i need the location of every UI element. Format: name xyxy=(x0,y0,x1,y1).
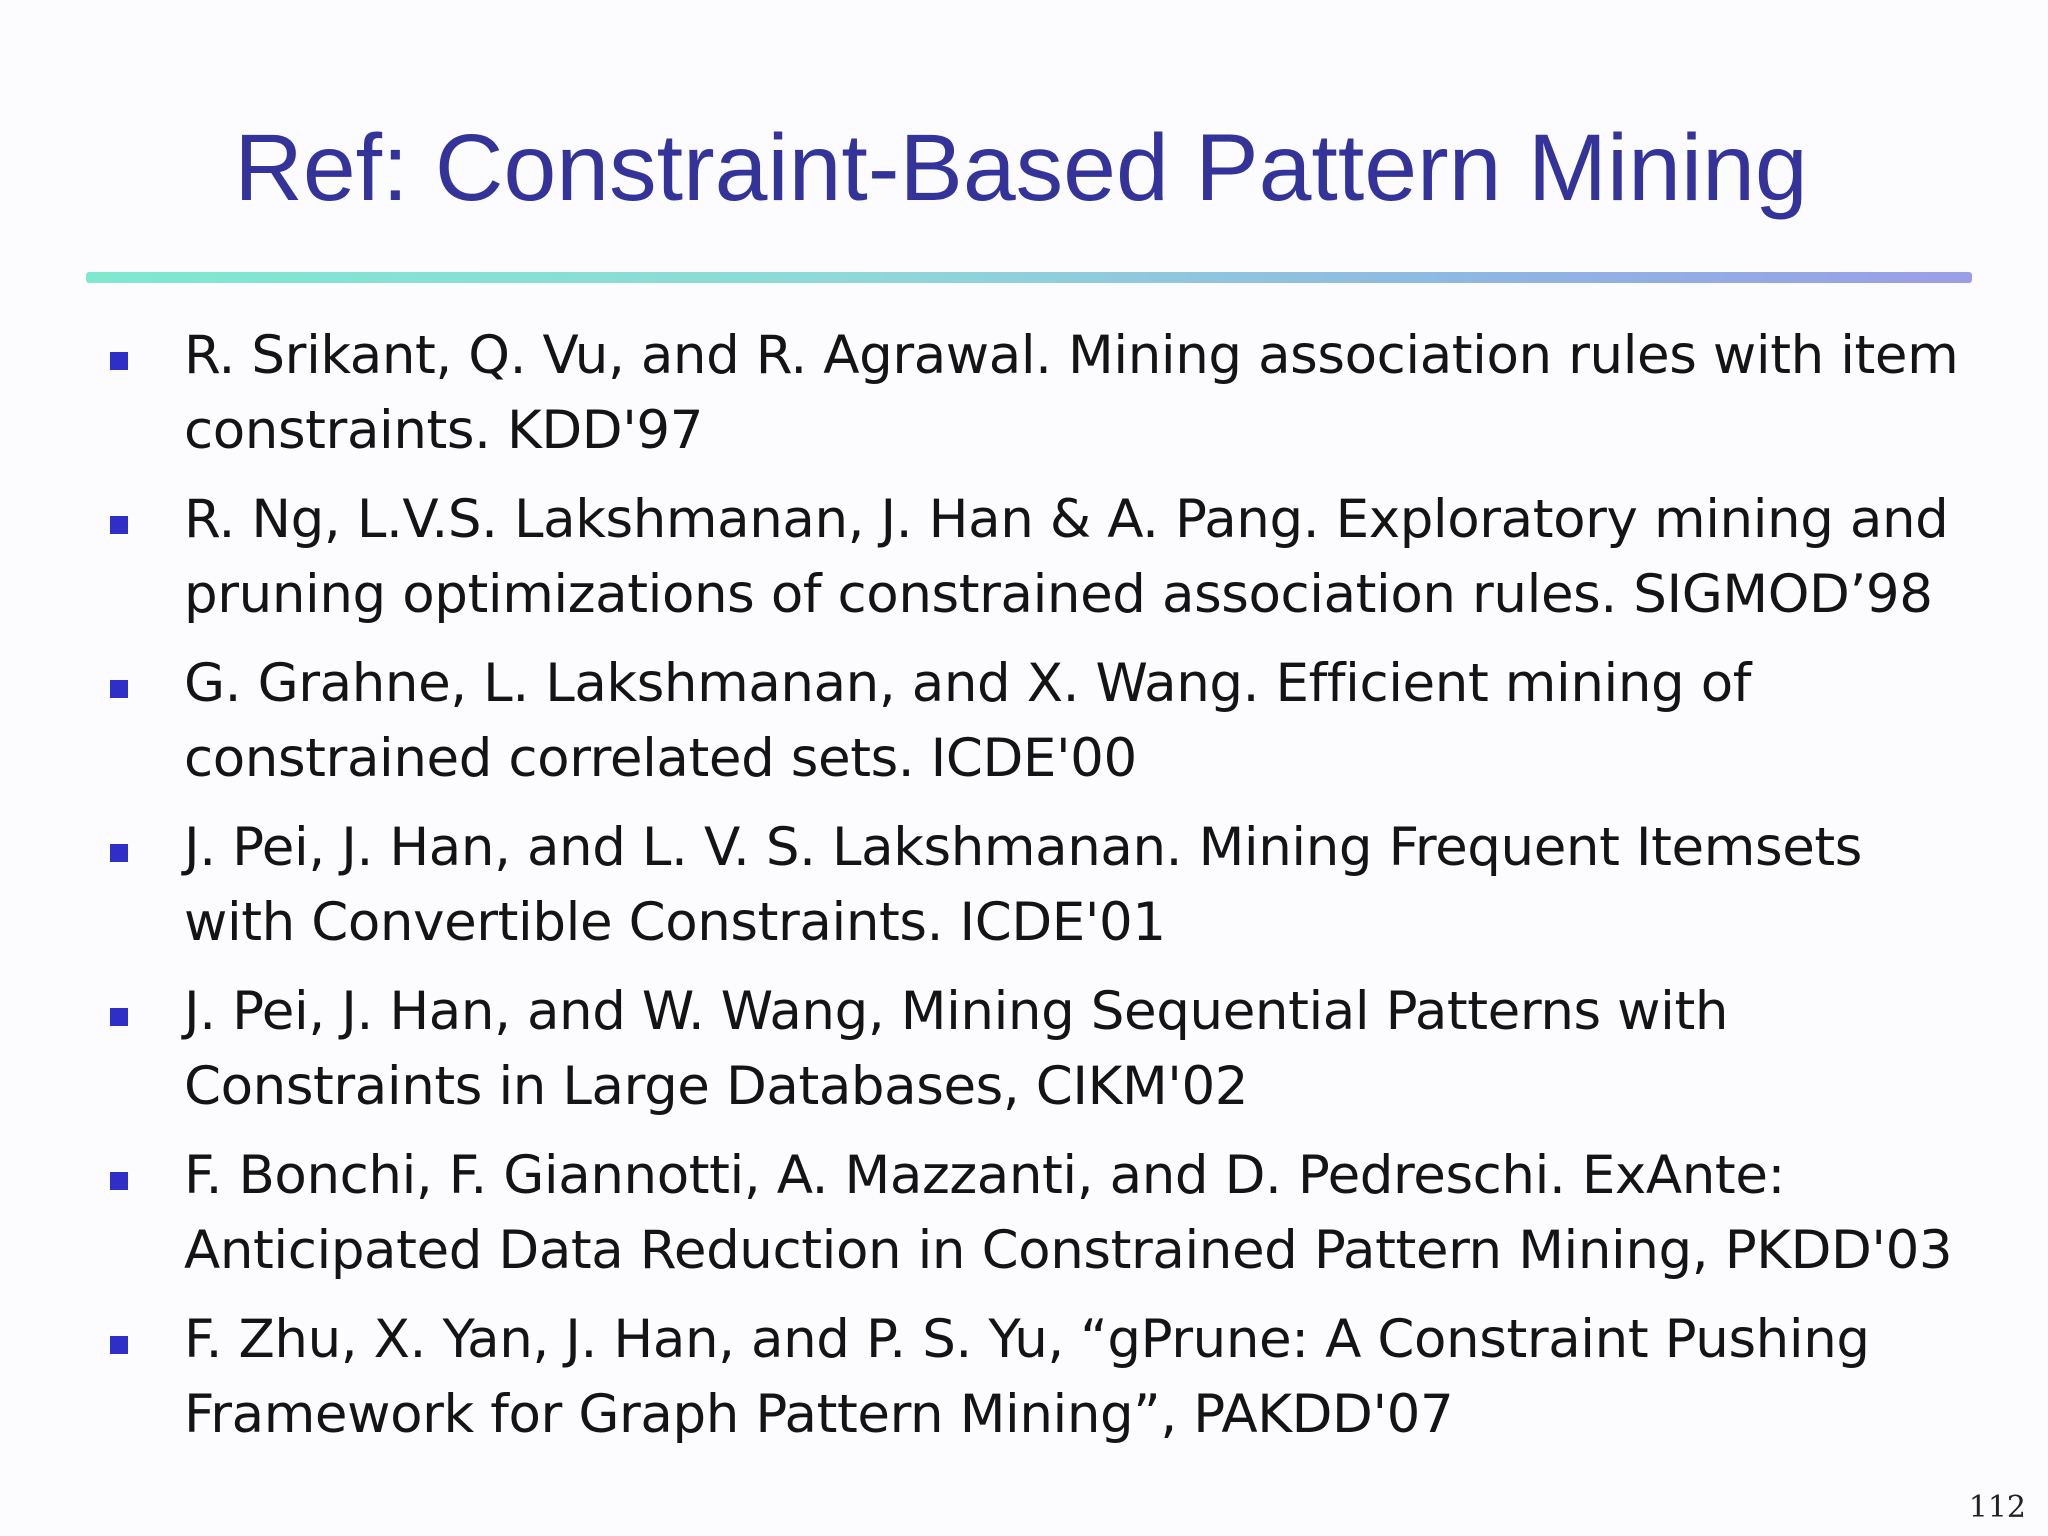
reference-item xyxy=(0,482,2048,646)
reference-line: constrained correlated sets. ICDE'00 xyxy=(184,728,1137,789)
reference-item xyxy=(0,646,2048,810)
reference-line: G. Grahne, L. Lakshmanan, and X. Wang. Efficient mining of xyxy=(184,653,1752,714)
reference-text xyxy=(184,810,1984,960)
square-bullet-icon xyxy=(110,352,128,370)
square-bullet-icon xyxy=(110,844,128,862)
reference-item xyxy=(0,318,2048,482)
reference-line: Anticipated Data Reduction in Constrained Pattern Mining, PKDD'03 xyxy=(184,1220,1953,1281)
square-bullet-icon xyxy=(110,1336,128,1354)
reference-item xyxy=(0,1302,2048,1466)
reference-text xyxy=(184,974,1984,1124)
reference-text xyxy=(184,1138,1984,1288)
reference-text xyxy=(184,482,1984,632)
reference-line: F. Zhu, X. Yan, J. Han, and P. S. Yu, “gPrune: A Constraint Pushing xyxy=(184,1309,1870,1370)
reference-line: constraints. KDD'97 xyxy=(184,400,704,461)
square-bullet-icon xyxy=(110,1172,128,1190)
reference-item xyxy=(0,810,2048,974)
reference-line: Framework for Graph Pattern Mining”, PAKDD'07 xyxy=(184,1384,1454,1445)
reference-line: with Convertible Constraints. ICDE'01 xyxy=(184,892,1166,953)
square-bullet-icon xyxy=(110,680,128,698)
reference-text xyxy=(184,646,1984,796)
reference-line: J. Pei, J. Han, and W. Wang, Mining Sequential Patterns with xyxy=(184,981,1729,1042)
reference-line: R. Ng, L.V.S. Lakshmanan, J. Han & A. Pang. Exploratory mining and xyxy=(184,489,1949,550)
square-bullet-icon xyxy=(110,1008,128,1026)
reference-line: J. Pei, J. Han, and L. V. S. Lakshmanan. Mining Frequent Itemsets xyxy=(184,817,1862,878)
reference-item xyxy=(0,1138,2048,1302)
slide-title xyxy=(0,108,2048,228)
title-divider xyxy=(86,272,1972,283)
reference-item xyxy=(0,974,2048,1138)
reference-line: pruning optimizations of constrained association rules. SIGMOD’98 xyxy=(184,564,1933,625)
reference-line: Constraints in Large Databases, CIKM'02 xyxy=(184,1056,1249,1117)
slide-title-text: Ref: Constraint-Based Pattern Mining xyxy=(234,115,1808,221)
reference-list xyxy=(0,318,2048,1466)
reference-text xyxy=(184,1302,1984,1452)
reference-line: F. Bonchi, F. Giannotti, A. Mazzanti, and D. Pedreschi. ExAnte: xyxy=(184,1145,1785,1206)
page-number: 112 xyxy=(1968,1490,2026,1525)
reference-line: R. Srikant, Q. Vu, and R. Agrawal. Mining association rules with item xyxy=(184,325,1959,386)
square-bullet-icon xyxy=(110,516,128,534)
reference-text xyxy=(184,318,1984,468)
